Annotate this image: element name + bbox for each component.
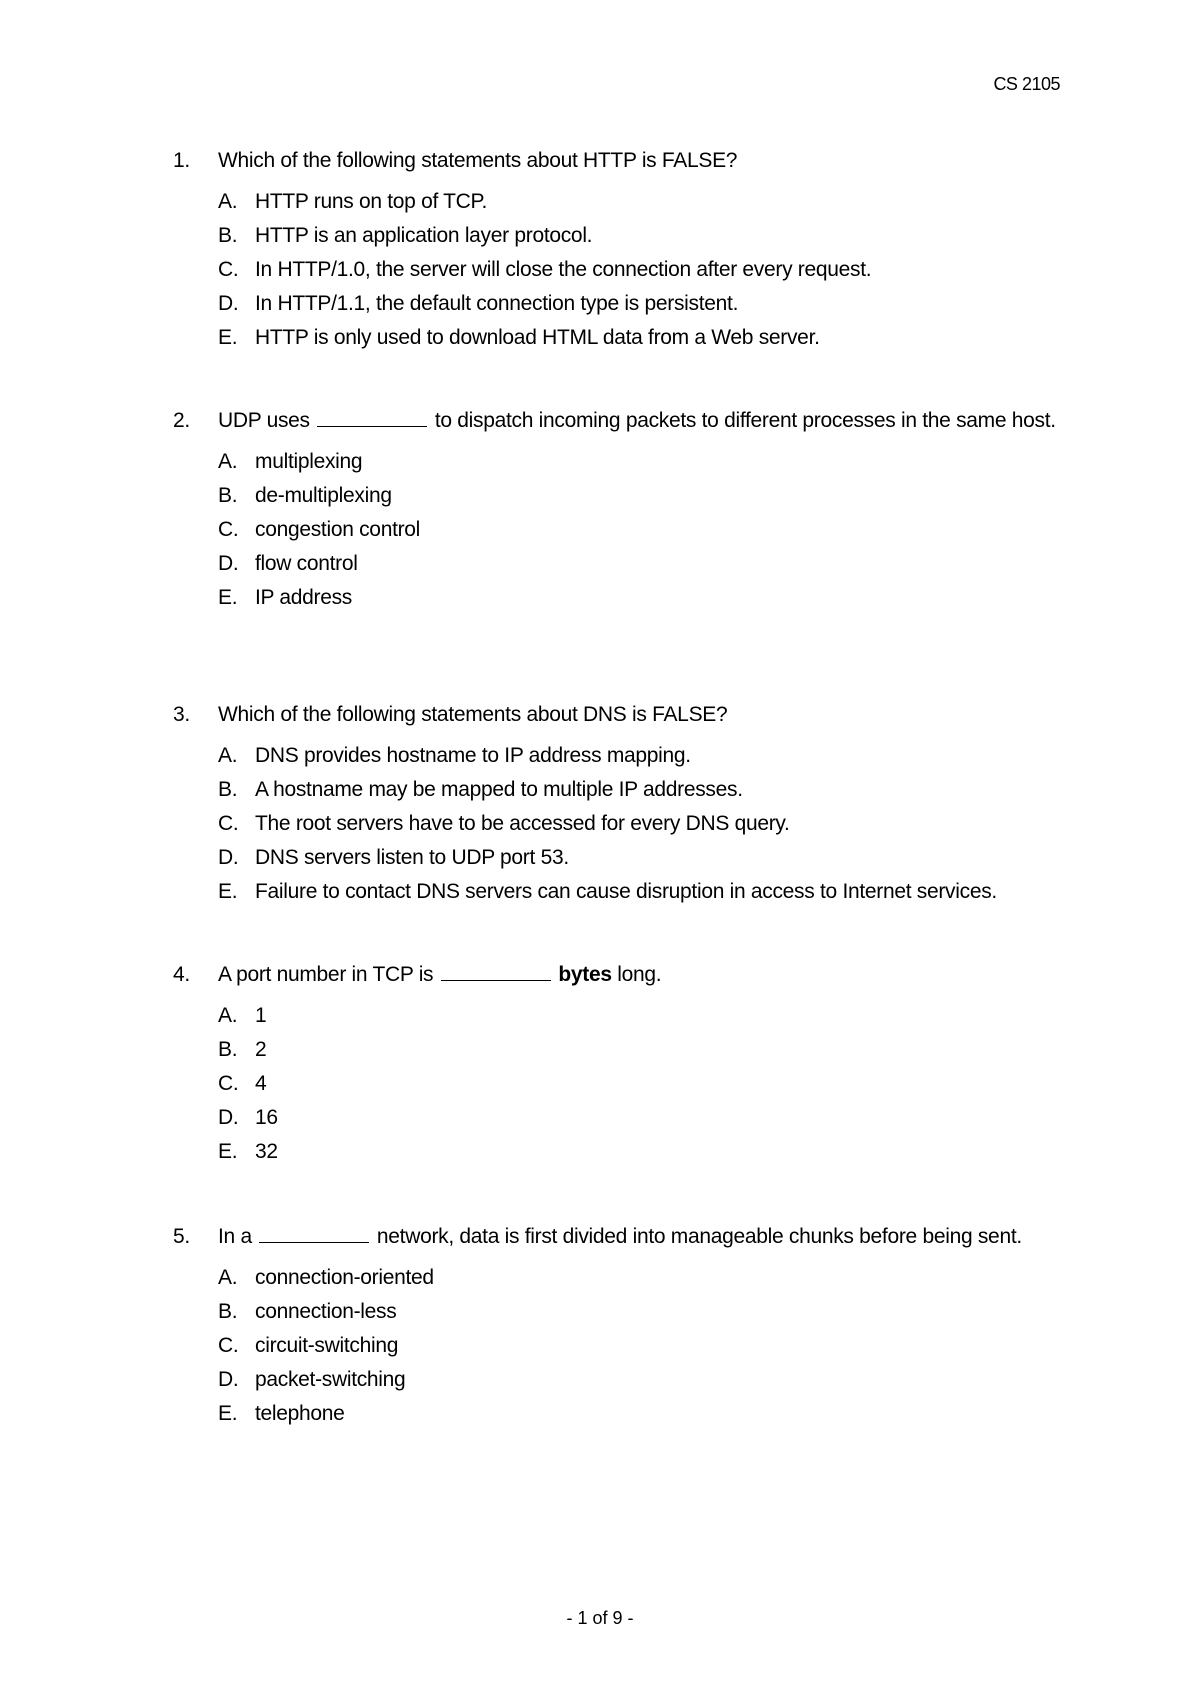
option-a: A. multiplexing xyxy=(218,450,363,473)
option-d: D. 16 xyxy=(218,1106,278,1129)
option-c: C. The root servers have to be accessed for every DNS query. xyxy=(218,812,790,835)
option-d: D. DNS servers listen to UDP port 53. xyxy=(218,846,569,869)
question-number: 5. xyxy=(173,1225,190,1248)
question-text: UDP uses to dispatch incoming packets to different processes in the same host. xyxy=(218,406,1058,435)
question-number: 3. xyxy=(173,703,190,726)
question-text: Which of the following statements about HTTP is FALSE? xyxy=(218,149,738,172)
answer-blank xyxy=(441,960,551,981)
option-c: C. circuit-switching xyxy=(218,1334,399,1357)
question-2 xyxy=(173,406,1058,615)
option-b: B. 2 xyxy=(218,1038,267,1061)
option-list xyxy=(218,185,1058,355)
option-a: A. 1 xyxy=(218,1004,267,1027)
option-list xyxy=(218,1261,1058,1431)
option-b: B. A hostname may be mapped to multiple IP addresses. xyxy=(218,778,743,801)
question-number: 4. xyxy=(173,963,190,986)
question-number: 2. xyxy=(173,409,190,432)
question-5 xyxy=(173,1222,1058,1431)
question-text: Which of the following statements about DNS is FALSE? xyxy=(218,703,728,726)
option-e: E. telephone xyxy=(218,1402,345,1425)
question-1 xyxy=(173,146,1058,355)
question-3 xyxy=(173,700,1058,909)
course-code: CS 2105 xyxy=(993,74,1060,94)
option-a: A. HTTP runs on top of TCP. xyxy=(218,190,488,213)
question-text: A port number in TCP is bytes long. xyxy=(218,960,1058,989)
option-d: D. In HTTP/1.1, the default connection type is persistent. xyxy=(218,292,739,315)
option-list xyxy=(218,739,1058,909)
option-c: C. In HTTP/1.0, the server will close the connection after every request. xyxy=(218,258,872,281)
option-e: E. 32 xyxy=(218,1140,278,1163)
option-b: B. HTTP is an application layer protocol. xyxy=(218,224,593,247)
option-list xyxy=(218,999,1058,1169)
option-list xyxy=(218,445,1058,615)
option-e: E. HTTP is only used to download HTML data from a Web server. xyxy=(218,326,820,349)
question-4 xyxy=(173,960,1058,1169)
question-number: 1. xyxy=(173,149,190,172)
option-d: D. flow control xyxy=(218,552,358,575)
answer-blank xyxy=(317,406,427,427)
option-d: D. packet-switching xyxy=(218,1368,406,1391)
question-text: In a network, data is first divided into manageable chunks before being sent. xyxy=(218,1222,1058,1251)
option-e: E. IP address xyxy=(218,586,353,609)
page-number: - 1 of 9 - xyxy=(566,1608,634,1628)
answer-blank xyxy=(259,1222,369,1243)
option-a: A. connection-oriented xyxy=(218,1266,434,1289)
option-b: B. connection-less xyxy=(218,1300,397,1323)
option-b: B. de-multiplexing xyxy=(218,484,392,507)
option-c: C. congestion control xyxy=(218,518,421,541)
option-e: E. Failure to contact DNS servers can cause disruption in access to Internet services. xyxy=(218,880,997,903)
option-c: C. 4 xyxy=(218,1072,267,1095)
option-a: A. DNS provides hostname to IP address mapping. xyxy=(218,744,691,767)
